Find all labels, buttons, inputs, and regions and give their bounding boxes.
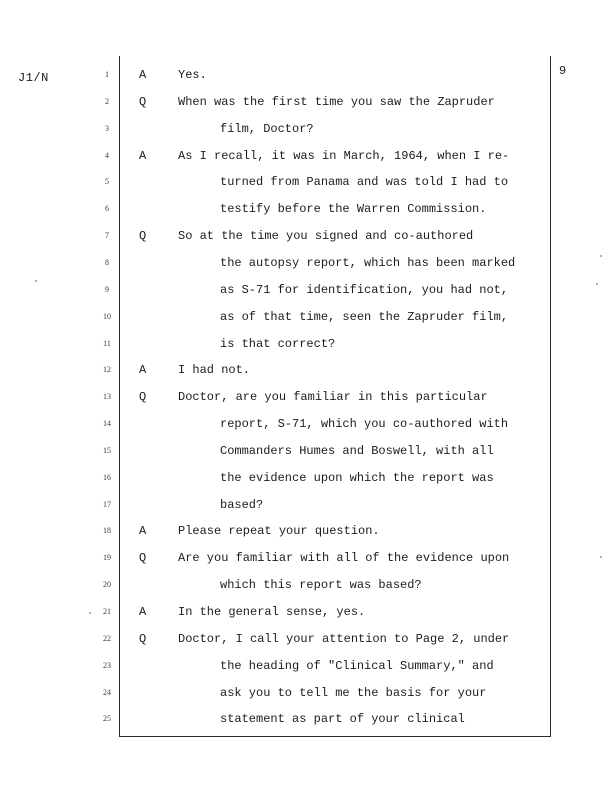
speaker-label: A: [139, 524, 147, 538]
line-text: the evidence upon which the report was: [220, 471, 494, 485]
line-text: is that correct?: [220, 337, 336, 351]
transcript-line: [0, 200, 612, 218]
document-id-label: J1/N: [18, 71, 49, 85]
line-text: Are you familiar with all of the evidence upon: [178, 551, 510, 565]
line-text: Yes.: [178, 68, 207, 82]
transcript-line: [0, 549, 612, 567]
transcript-line: [0, 657, 612, 675]
line-number: 7: [105, 231, 109, 240]
line-text: report, S-71, which you co-authored with: [220, 417, 509, 431]
line-text: testify before the Warren Commission.: [220, 202, 487, 216]
line-number: 1: [105, 70, 109, 79]
transcript-line: [0, 227, 612, 245]
line-text: based?: [220, 498, 264, 512]
speaker-label: A: [139, 149, 147, 163]
line-text: the autopsy report, which has been marked: [220, 256, 516, 270]
line-number: 25: [103, 714, 111, 723]
speaker-label: A: [139, 363, 147, 377]
transcript-line: [0, 254, 612, 272]
transcript-line: [0, 66, 612, 84]
line-number: 5: [105, 177, 109, 186]
line-number: 9: [105, 285, 109, 294]
line-text: Doctor, are you familiar in this particular: [178, 390, 488, 404]
line-number: 12: [103, 365, 111, 374]
line-text: Please repeat your question.: [178, 524, 380, 538]
line-text: turned from Panama and was told I had to: [220, 175, 509, 189]
line-number: 16: [103, 473, 111, 482]
transcript-line: [0, 603, 612, 621]
transcript-line: [0, 415, 612, 433]
line-text: So at the time you signed and co-authored: [178, 229, 474, 243]
speaker-label: A: [139, 605, 147, 619]
line-number: 8: [105, 258, 109, 267]
line-number: 10: [103, 312, 111, 321]
line-text: which this report was based?: [220, 578, 422, 592]
line-number: 14: [103, 419, 111, 428]
transcript-line: [0, 147, 612, 165]
line-number: 24: [103, 688, 111, 697]
page-number: 9: [559, 64, 567, 78]
line-number: 4: [105, 151, 109, 160]
line-text: In the general sense, yes.: [178, 605, 366, 619]
transcript-line: [0, 522, 612, 540]
speaker-label: A: [139, 68, 147, 82]
scan-speck: [600, 556, 602, 558]
transcript-line: [0, 173, 612, 191]
scan-speck: [600, 255, 602, 257]
speaker-label: Q: [139, 551, 147, 565]
transcript-line: [0, 496, 612, 514]
transcript-line: [0, 469, 612, 487]
line-number: 18: [103, 526, 111, 535]
line-text: When was the first time you saw the Zapruder: [178, 95, 495, 109]
line-text: Commanders Humes and Boswell, with all: [220, 444, 494, 458]
speaker-label: Q: [139, 632, 147, 646]
scan-speck: [35, 280, 37, 282]
transcript-line: [0, 93, 612, 111]
line-number: 11: [103, 339, 111, 348]
transcript-line: [0, 388, 612, 406]
line-number: 17: [103, 500, 111, 509]
line-number: 2: [105, 97, 109, 106]
line-number: 20: [103, 580, 111, 589]
transcript-line: [0, 576, 612, 594]
transcript-line: [0, 335, 612, 353]
transcript-line: [0, 361, 612, 379]
line-text: as of that time, seen the Zapruder film,: [220, 310, 509, 324]
transcript-line: [0, 442, 612, 460]
transcript-line: [0, 281, 612, 299]
speaker-label: Q: [139, 390, 147, 404]
line-number: 22: [103, 634, 111, 643]
line-text: ask you to tell me the basis for your: [220, 686, 487, 700]
line-number: 15: [103, 446, 111, 455]
transcript-line: [0, 684, 612, 702]
line-text: the heading of "Clinical Summary," and: [220, 659, 494, 673]
line-text: Doctor, I call your attention to Page 2, under: [178, 632, 510, 646]
line-text: as S-71 for identification, you had not,: [220, 283, 509, 297]
speaker-label: Q: [139, 95, 147, 109]
scan-speck: [596, 283, 598, 285]
line-number: 19: [103, 553, 111, 562]
line-text: statement as part of your clinical: [220, 712, 465, 726]
speaker-label: Q: [139, 229, 147, 243]
transcript-line: [0, 710, 612, 728]
line-number: 21: [103, 607, 111, 616]
line-text: As I recall, it was in March, 1964, when I re-: [178, 149, 510, 163]
transcript-line: [0, 308, 612, 326]
line-number: 23: [103, 661, 111, 670]
transcript-line: [0, 630, 612, 648]
line-number: 13: [103, 392, 111, 401]
transcript-line: [0, 120, 612, 138]
line-text: film, Doctor?: [220, 122, 314, 136]
scan-speck: [89, 612, 91, 614]
line-text: I had not.: [178, 363, 251, 377]
line-number: 3: [105, 124, 109, 133]
line-number: 6: [105, 204, 109, 213]
